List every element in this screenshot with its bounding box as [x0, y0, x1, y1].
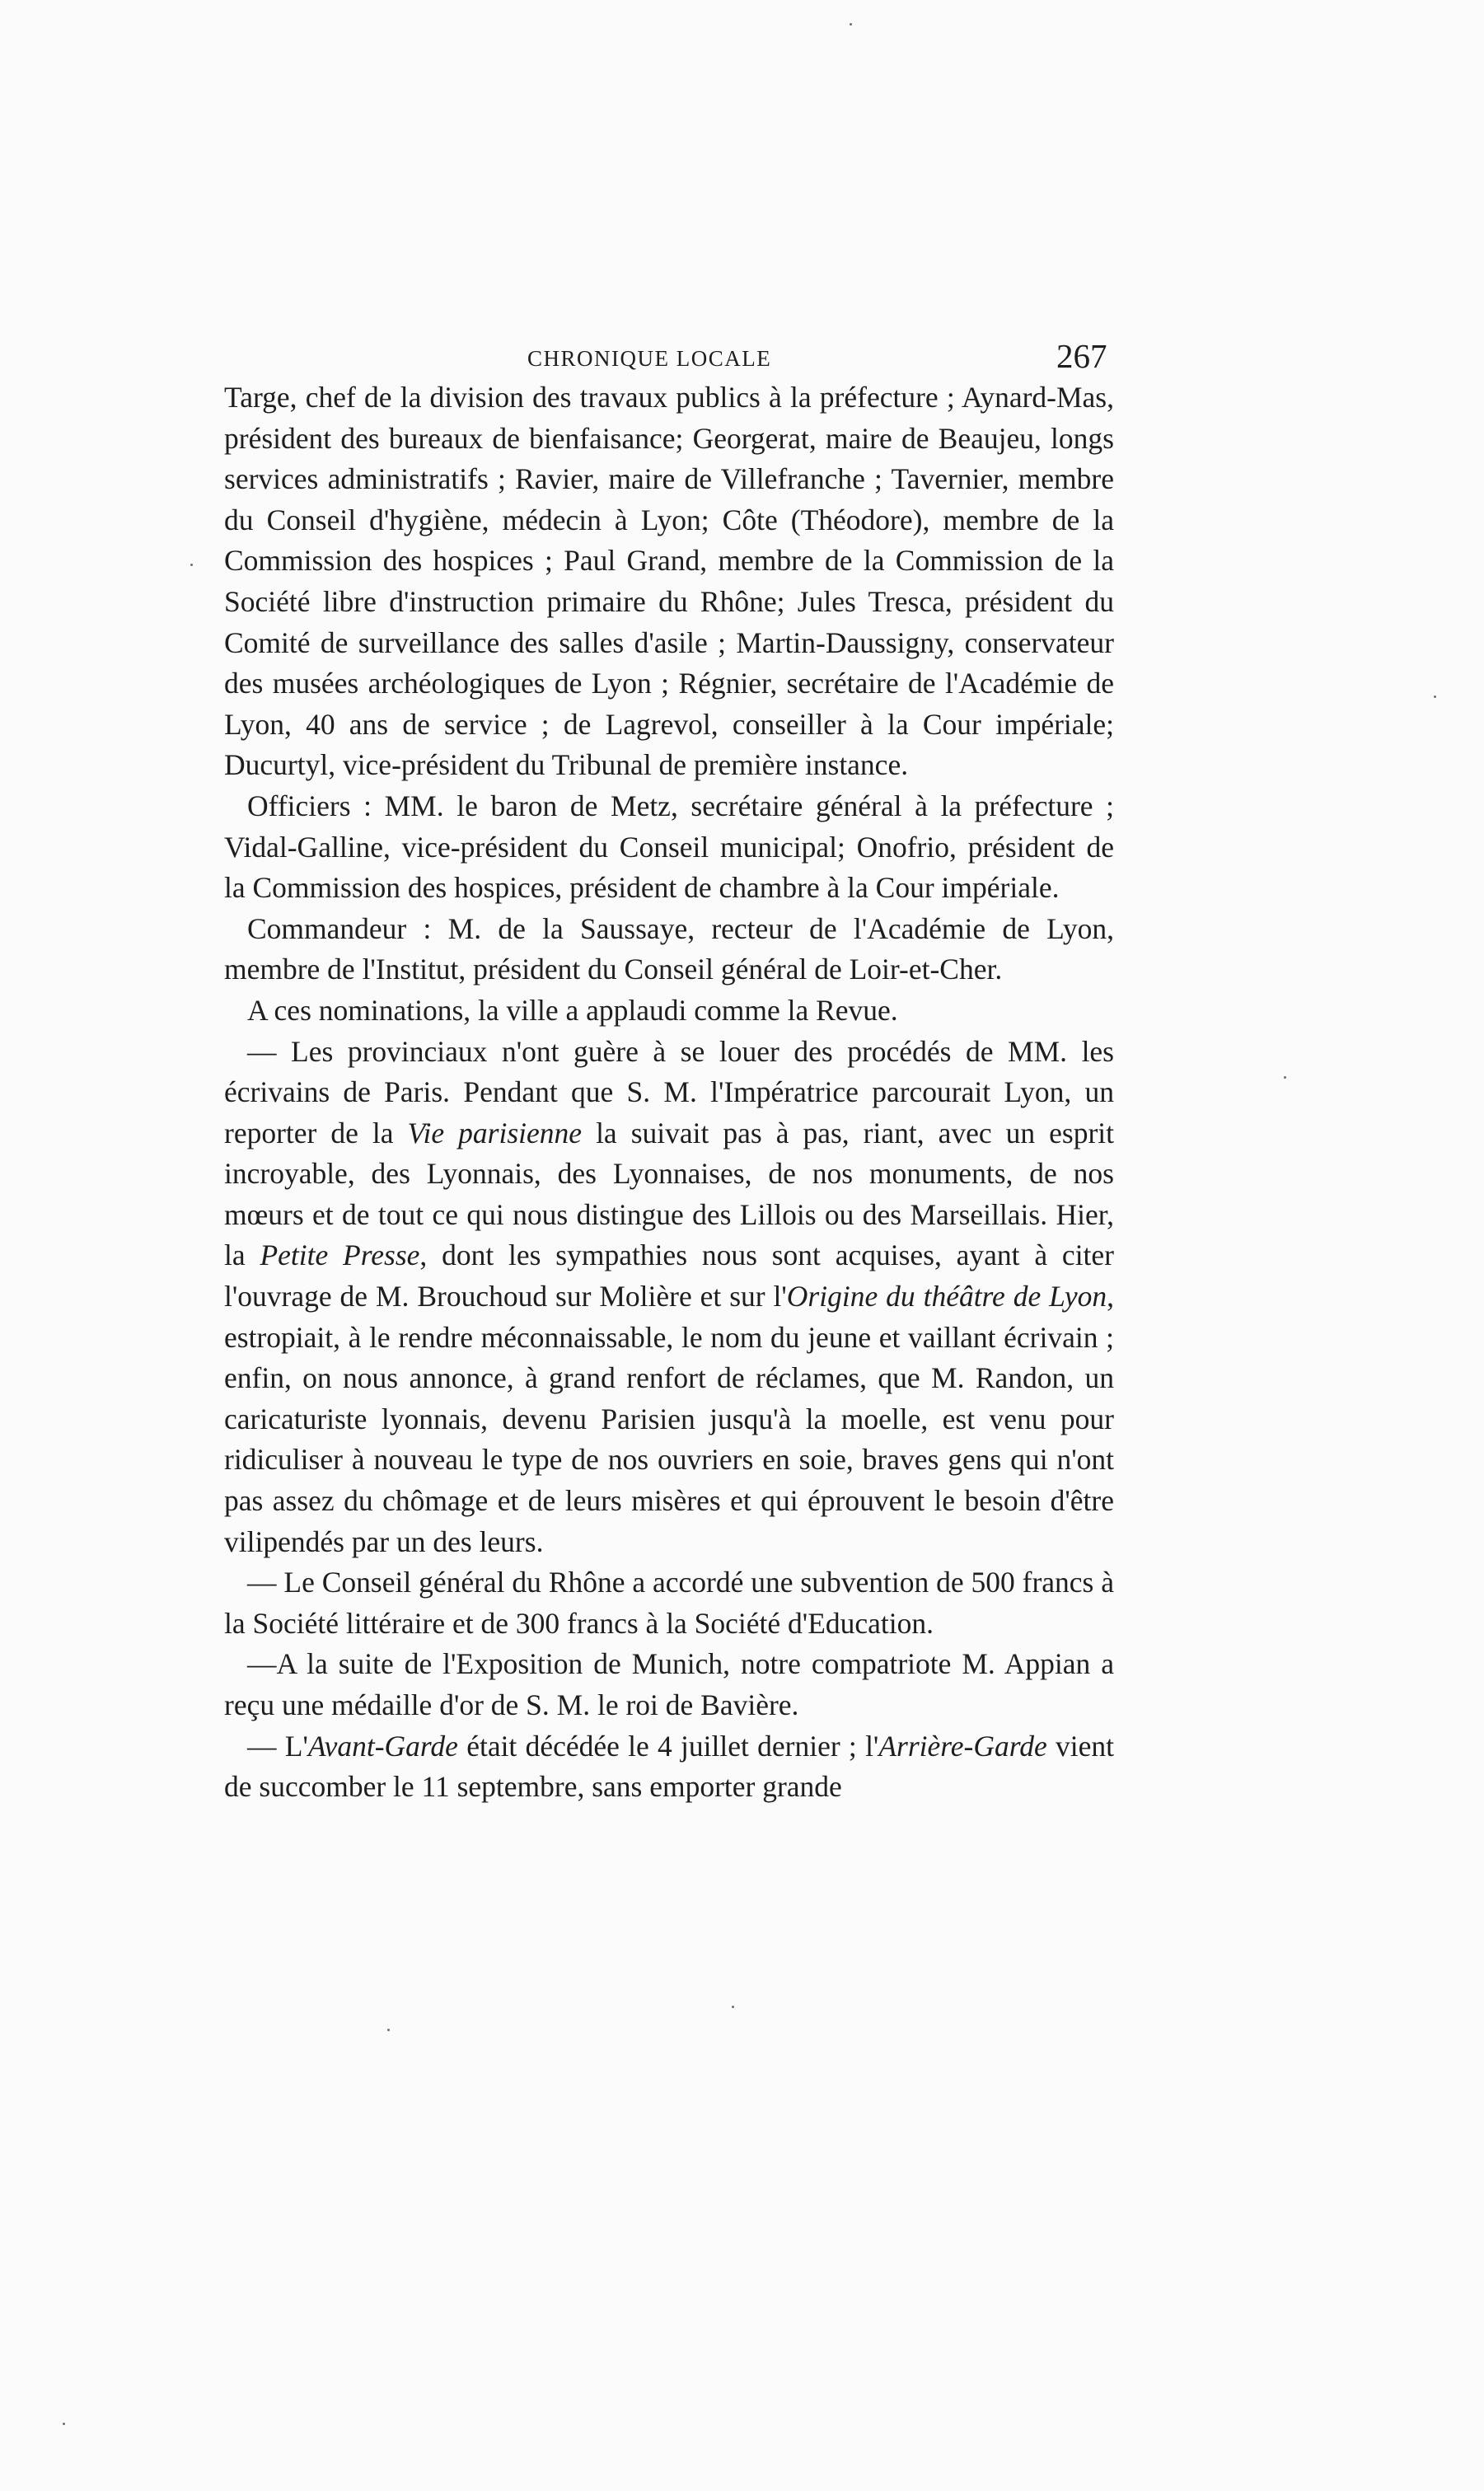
scan-speck: [63, 2423, 65, 2425]
scan-speck: [732, 2006, 734, 2008]
italic-title-petite-presse: Petite Presse: [260, 1238, 420, 1272]
body-text: [224, 377, 1114, 1808]
scan-speck: [387, 2029, 390, 2031]
paragraph-appian: —A la suite de l'Exposition de Munich, notre compatriote M. Appian a reçu une médaille d'or de S. M. le roi de Bavière.: [224, 1647, 1114, 1721]
text-run: vient de succomber le 11 septembre, sans emporter grande: [224, 1729, 1114, 1804]
italic-title-origine-theatre: Origine du théâtre de Lyon: [786, 1280, 1107, 1313]
text-run: , dont les sympathies nous sont acquises, ayant à citer l'ouvrage de M. Brouchoud sur Molière et sur l': [224, 1238, 1114, 1313]
chapter-title: CHRONIQUE LOCALE: [527, 346, 772, 371]
italic-title-vie-parisienne: Vie parisienne: [407, 1116, 583, 1150]
paragraph-applause: A ces nominations, la ville a applaudi comme la Revue.: [247, 993, 898, 1027]
italic-title-avant-garde: Avant-Garde: [307, 1729, 458, 1763]
paragraph-commandeur: Commandeur : M. de la Saussaye, recteur de l'Académie de Lyon, membre de l'Institut, président du Conseil général de Loir-et-Cher.: [224, 911, 1114, 986]
scan-speck: [1284, 1076, 1286, 1079]
paragraph-provinciaux: [224, 1032, 1114, 1563]
text-run: — L': [247, 1729, 308, 1763]
scan-speck: [850, 23, 852, 26]
scan-speck: [190, 564, 193, 566]
page-number: 267: [1056, 337, 1107, 375]
paragraph-conseil-general: — Le Conseil général du Rhône a accordé une subvention de 500 francs à la Société littéraire et de 300 francs à la Société d'Education.: [224, 1566, 1114, 1640]
scan-speck: [1434, 695, 1436, 698]
text-run: , estropiait, à le rendre méconnaissable, le nom du jeune et vaillant écrivain ; enfin, on nous annonce, à grand renfort de réclames, que M. Randon, un caricaturiste lyonnais, devenu Parisien jusqu'à la moelle, est venu pour ridiculiser à nouveau le type de nos ouvriers en soie, braves gens qui n'ont pas assez du chômage et de leurs misères et qui éprouvent le besoin d'être vilipendés par un des leurs.: [224, 1280, 1115, 1558]
paragraph-officiers: Officiers : MM. le baron de Metz, secrétaire général à la préfecture ; Vidal-Galline, vice-président du Conseil municipal; Onofrio, président de la Commission des hospices, président de chambre à la Cour impériale.: [224, 789, 1114, 905]
text-run: était décédée le 4 juillet dernier ; l': [457, 1729, 879, 1763]
paragraph-avant-garde: [224, 1726, 1114, 1808]
text-run: la suivait pas à pas, riant, avec un esprit incroyable, des Lyonnais, des Lyonnaises, de nos monuments, de nos mœurs et de tout ce qui nous distingue des Lillois ou des Marseillais. Hier, la: [224, 1116, 1115, 1272]
paragraph-honors-list: Targe, chef de la division des travaux publics à la préfecture ; Aynard-Mas, président des bureaux de bienfaisance; Georgerat, maire de Beaujeu, longs services administratifs ; Ravier, maire de Villefranche ; Tavernier, membre du Conseil d'hygiène, médecin à Lyon; Côte (Théodore), membre de la Commission des hospices ; Paul Grand, membre de la Commission de la Société libre d'instruction primaire du Rhône; Jules Tresca, président du Comité de surveillance des salles d'asile ; Martin-Daussigny, conservateur des musées archéologiques de Lyon ; Régnier, secrétaire de l'Académie de Lyon, 40 ans de service ; de Lagrevol, conseiller à la Cour impériale; Ducurtyl, vice-président du Tribunal de première instance.: [224, 381, 1114, 782]
italic-title-arriere-garde: Arrière-Garde: [878, 1729, 1047, 1763]
text-run: — Les provinciaux n'ont guère à se louer des procédés de MM. les écrivains de Paris. Pendant que S. M. l'Impératrice parcourait Lyon, un reporter de la: [224, 1034, 1114, 1150]
